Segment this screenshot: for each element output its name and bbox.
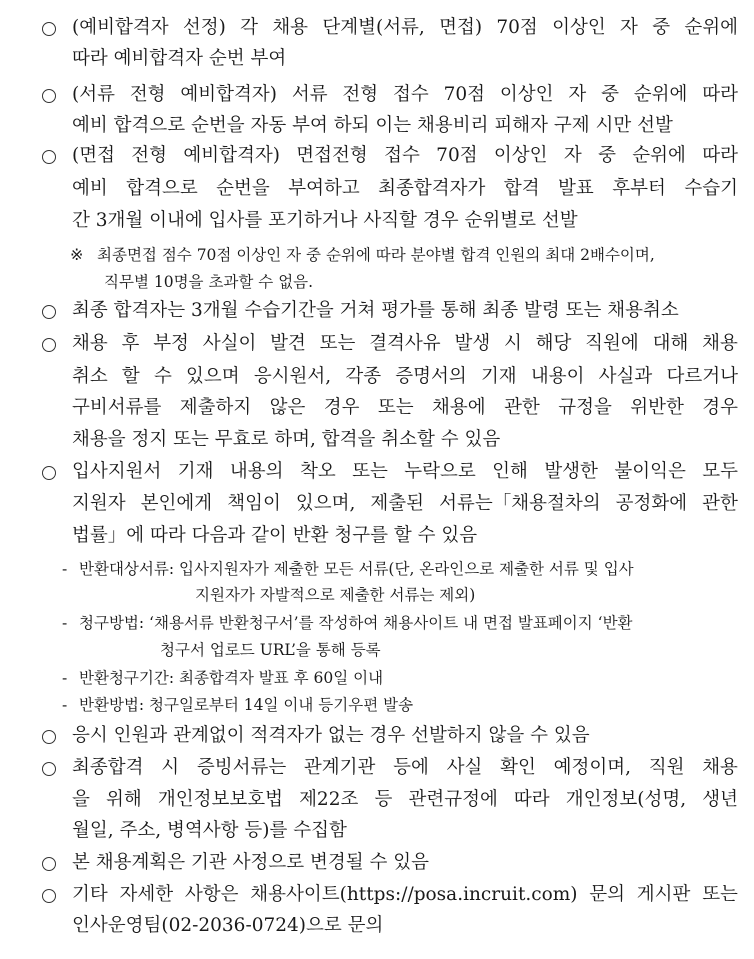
bullet-circle-icon [42,762,56,776]
word: 순위에 [633,84,688,105]
dash-mark: - [62,669,68,687]
word: 시 [161,757,180,778]
paragraph-line: 채용을 정지 또는 무효로 하며, 합격을 취소할 수 있음 [72,429,501,450]
word: 순위에 [684,17,738,38]
paragraph-line: 인사운영팀(02-2036-0724)으로 문의 [72,915,384,936]
word: 지원자 [72,493,126,514]
word: 합격으로 [126,178,198,199]
word: 다르거나 [666,366,738,387]
word: 기재 [480,366,517,387]
word: 채용 [702,757,738,778]
word: 접수 [384,145,420,166]
word: 게시판 [636,884,691,905]
note-mark: ※ [70,245,84,264]
word: 부여하고 [288,178,360,199]
dash-line: 반환방법: 청구일로부터 14일 이내 등기우편 발송 [79,696,414,714]
word: 각 [240,17,259,38]
word: 있으며 [186,366,240,387]
word: 취소 [72,366,108,387]
paragraph-line [72,880,738,910]
dash-mark: - [62,696,68,714]
paragraph-line [72,393,738,423]
paragraph-line [72,174,738,204]
dash-line: 청구서 업로드 URL’을 통해 등록 [160,641,381,659]
word: 경우 [702,397,738,418]
word: 채용 [702,333,738,354]
word: 최종합격 [72,757,144,778]
bullet-circle-icon [42,857,56,871]
paragraph-line [72,457,738,487]
word: 합격 [503,178,540,199]
paragraph-line: 최종 합격자는 3개월 수습기간을 거쳐 평가를 통해 최종 발령 또는 채용취소 [72,300,679,321]
paragraph-line [72,329,738,359]
word: 관한 [702,493,738,514]
word: 입사지원서 [72,461,162,482]
word: 자 [620,17,638,38]
word: 따라 [513,789,550,810]
word: 모두 [702,461,738,482]
word: 중 [598,145,616,166]
dash-mark: - [62,560,68,578]
dash-line: 청구방법: ‘채용서류 반환청구서’를 작성하여 채용사이트 내 면접 발표페이지 ‘반환 [79,614,633,632]
word: 자 [563,145,582,166]
word: 채용에 [432,397,486,418]
word: 발생한 [544,461,598,482]
word: 있으며, [295,493,356,514]
word: 중 [652,17,671,38]
word: 확인 [500,757,536,778]
note-line: 최종면접 점수 70점 이상인 자 중 순위에 따라 분야별 합격 인원의 최대 2배수이며, [97,246,655,264]
word: 경우 [323,397,360,418]
bullet-circle-icon [42,338,56,352]
word: 채용 [272,17,309,38]
note-line: 직무별 10명을 초과할 수 없음. [104,273,314,291]
word: (면접 [72,145,115,166]
word: 수습기 [684,178,738,199]
word: 채용사이트(https://posa.incruit.com) [250,884,578,905]
word: 70점 [496,17,538,38]
word: 불이익은 [614,461,686,482]
paragraph-line [72,80,738,110]
word: 각종 [345,366,382,387]
word: 단계별(서류, [322,17,425,38]
word: 직원 [648,757,685,778]
word: 발생 [454,333,491,354]
word: 전형 [342,84,379,105]
word: 자세한 [119,884,174,905]
word: 선정) [182,17,226,38]
paragraph-line [72,753,738,783]
word: 접수 [393,84,429,105]
word: 제출하지 [179,397,252,418]
word: 이상인 [493,145,548,166]
word: 채용 [72,333,108,354]
bullet-circle-icon [42,150,56,164]
word: 이상인 [499,84,554,105]
word: 수 [153,366,172,387]
word: 또는 [702,884,738,905]
word: 중 [601,84,619,105]
paragraph-line: 본 채용계획은 기관 사정으로 변경될 수 있음 [72,852,429,873]
paragraph-line: 간 3개월 이내에 입사를 포기하거나 사직할 경우 순위별로 선발 [72,210,578,231]
word: 면접) [439,17,483,38]
word: 결격사유 [369,333,441,354]
word: 위반한 [630,397,684,418]
paragraph-line: 응시 인원과 관계없이 적격자가 없는 경우 선발하지 않을 수 있음 [72,725,590,746]
word: (예비합격자 [72,17,169,38]
word: 70점 [436,145,478,166]
word: 후부터 [612,178,666,199]
bullet-circle-icon [42,730,56,744]
word: 예비 [72,178,108,199]
word: 전형 [131,145,168,166]
word: 증빙서류는 [196,757,287,778]
paragraph-line [72,362,738,392]
word: 전형 [129,84,166,105]
word: 면접전형 [296,145,368,166]
paragraph-line: 월일, 주소, 병역사항 등)를 수집함 [72,820,347,841]
word: 예정이며, [553,757,631,778]
word: (서류 [72,84,115,105]
word: 개인정보(성명, [565,789,687,810]
word: 제출된 [370,493,425,514]
word: 또는 [352,461,388,482]
word: 인해 [492,461,528,482]
word: 순위에 [632,145,686,166]
bullet-circle-icon [42,89,56,103]
word: 제22조 [299,789,359,810]
word: 기재 [177,461,214,482]
word: 최종합격자가 [378,178,486,199]
word: 시 [503,333,522,354]
dash-line: 반환대상서류: 입사지원자가 제출한 모든 서류(단, 온라인으로 제출한 서류 및 입사 [79,560,634,578]
paragraph-line: 따라 예비합격자 순번 부여 [72,48,287,69]
word: 개인정보보호법 [157,789,283,810]
word: 해당 [535,333,572,354]
word: 사실 [446,757,483,778]
word: 공정화에 [615,493,688,514]
word: 서류 [291,84,328,105]
dash-line: 반환청구기간: 최종합격자 발표 후 60일 이내 [79,669,384,687]
bullet-circle-icon [42,22,56,36]
word: 또는 [319,333,356,354]
word: 후 [121,333,140,354]
word: 등에 [393,757,429,778]
paragraph-line [72,785,738,815]
word: 또는 [377,397,414,418]
word: 대해 [652,333,689,354]
word: 내용이 [530,366,585,387]
paragraph-line: 법률」에 따라 다음과 같이 반환 청구를 할 수 있음 [72,525,478,546]
word: 응시원서, [253,366,332,387]
word: 사항은 [184,884,239,905]
word: 발견 [270,333,306,354]
word: 누락으로 [404,461,476,482]
word: 따라 [702,145,738,166]
word: 순번을 [216,178,270,199]
paragraph-line [72,141,738,171]
word: 기타 [72,884,108,905]
word: 착오 [299,461,336,482]
word: 규정을 [558,397,612,418]
bullet-circle-icon [42,889,56,903]
word: 관계기관 [303,757,376,778]
paragraph-line [72,489,738,519]
word: 않은 [269,397,306,418]
word: 부정 [153,333,189,354]
word: 발표 [558,178,594,199]
word: 70점 [443,84,486,105]
word: 위해 [105,789,142,810]
word: 문의 [589,884,626,905]
word: 관련규정에 [408,789,498,810]
word: 등 [374,789,393,810]
word: 내용의 [229,461,284,482]
word: 생년 [702,789,738,810]
word: 자 [568,84,587,105]
bullet-circle-icon [42,466,56,480]
word: 구비서류를 [72,397,162,418]
word: 예비합격자) [180,84,277,105]
word: 할 [121,366,140,387]
word: 사실이 [202,333,257,354]
paragraph-line [72,13,738,43]
word: 서류는「채용절차의 [439,493,601,514]
word: 직원에 [585,333,639,354]
bullet-circle-icon [42,305,56,319]
paragraph-line: 예비 합격으로 순번을 자동 부여 하되 이는 채용비리 피해자 구제 시만 선발 [72,115,673,136]
word: 을 [72,789,90,810]
word: 이상인 [552,17,606,38]
word: 따라 [702,84,738,105]
word: 본인에게 [140,493,213,514]
word: 예비합격자) [183,145,280,166]
word: 책임이 [227,493,281,514]
dash-line: 지원자가 자발적으로 제출한 서류는 제외) [195,586,476,604]
word: 증명서의 [395,366,467,387]
word: 관한 [504,397,540,418]
word: 사실과 [598,366,653,387]
dash-mark: - [62,614,68,632]
